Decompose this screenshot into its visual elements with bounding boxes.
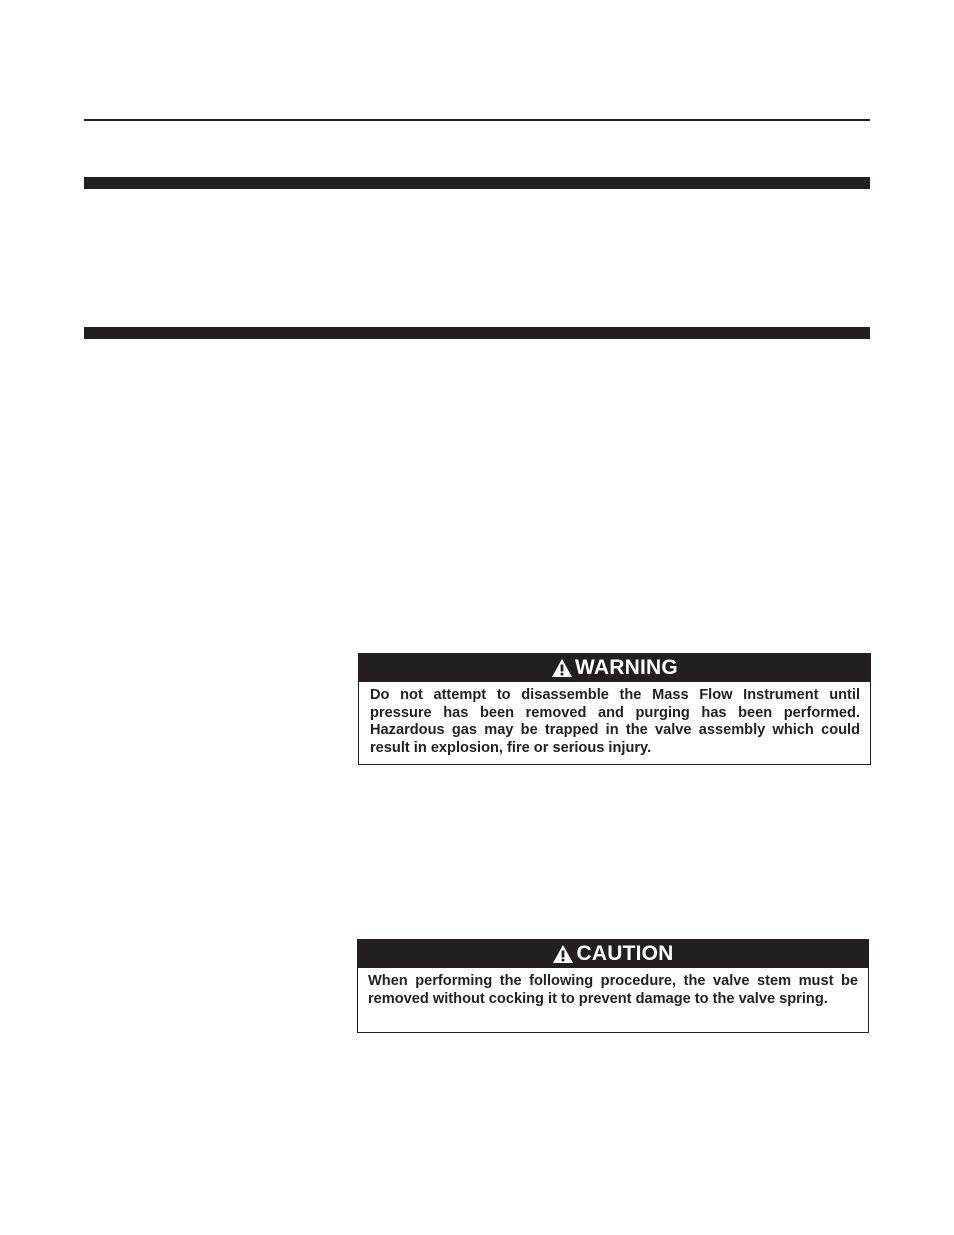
header-rule bbox=[84, 119, 870, 121]
section-rule-top bbox=[84, 177, 870, 189]
section-rule-bottom bbox=[84, 327, 870, 339]
caution-header bbox=[358, 940, 868, 968]
caution-title: CAUTION bbox=[576, 942, 674, 965]
warning-triangle-icon bbox=[552, 944, 574, 964]
warning-text: Do not attempt to disassemble the Mass Flow Instrument until pressure has been removed and purging has been performed. Hazardous gas may be trapped in the valve assembly which could result in explosion, fire or serious injury. bbox=[370, 687, 860, 756]
warning-triangle-icon bbox=[551, 658, 573, 678]
caution-text: When performing the following procedure, the valve stem must be removed without cocking it to prevent damage to the valve spring. bbox=[368, 973, 858, 1007]
caution-notice bbox=[357, 939, 869, 1033]
warning-header bbox=[359, 654, 870, 682]
warning-title: WARNING bbox=[575, 656, 678, 679]
warning-notice bbox=[358, 653, 871, 765]
